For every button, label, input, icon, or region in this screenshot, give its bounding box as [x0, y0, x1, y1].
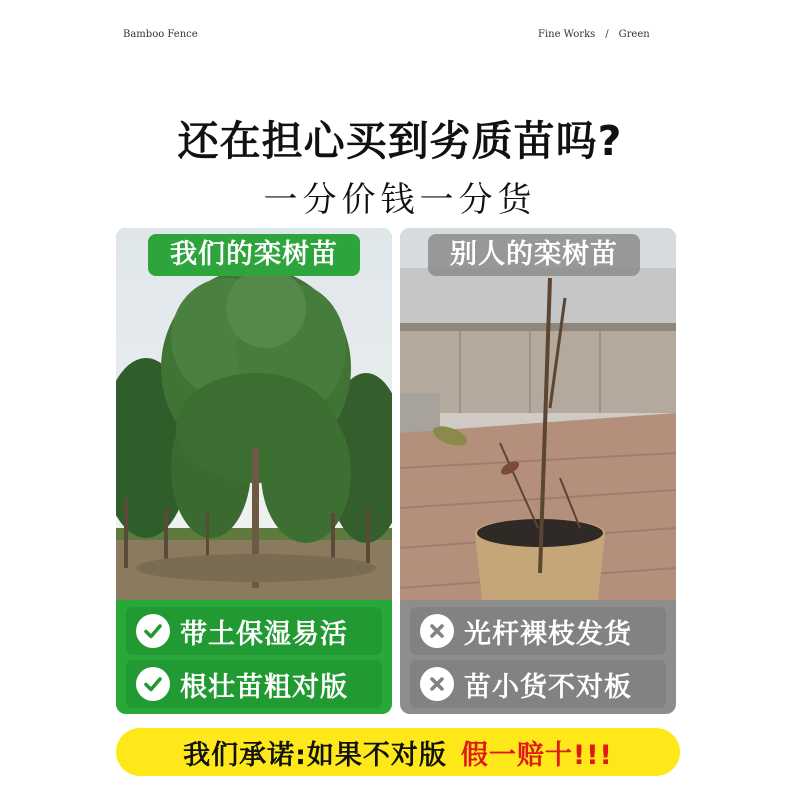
- brand-label: Bamboo Fence: [123, 29, 198, 40]
- other-seedling-panel: [400, 228, 676, 714]
- feature-text: 根壮苗粗对版: [180, 671, 348, 703]
- feature-text: 光杆裸枝发货: [464, 618, 632, 650]
- feature-text: 带土保湿易活: [180, 618, 348, 650]
- check-icon: [136, 667, 170, 701]
- healthy-tree-photo: [116, 228, 392, 600]
- cross-icon: [420, 614, 454, 648]
- other-seedling-label: 别人的栾树苗: [428, 234, 640, 276]
- subheadline: 一分价钱一分货: [263, 180, 537, 220]
- separator: /: [605, 29, 609, 40]
- poor-seedling-photo: [400, 228, 676, 600]
- feature-item: [410, 607, 666, 655]
- our-seedling-panel: [116, 228, 392, 714]
- headline: 还在担心买到劣质苗吗?: [177, 117, 623, 165]
- feature-item: [126, 607, 382, 655]
- promise-text: 我们承诺:如果不对版: [183, 739, 447, 771]
- promise-banner: [116, 728, 680, 776]
- feature-item: [126, 660, 382, 708]
- cross-icon: [420, 667, 454, 701]
- our-seedling-label: 我们的栾树苗: [148, 234, 360, 276]
- feature-text: 苗小货不对板: [464, 671, 632, 703]
- check-icon: [136, 614, 170, 648]
- feature-item: [410, 660, 666, 708]
- green-label: Green: [618, 29, 650, 40]
- promise-accent-text: 假一赔十!!!: [460, 739, 613, 771]
- top-right-labels: [538, 29, 650, 40]
- fine-works-label: Fine Works: [538, 29, 596, 40]
